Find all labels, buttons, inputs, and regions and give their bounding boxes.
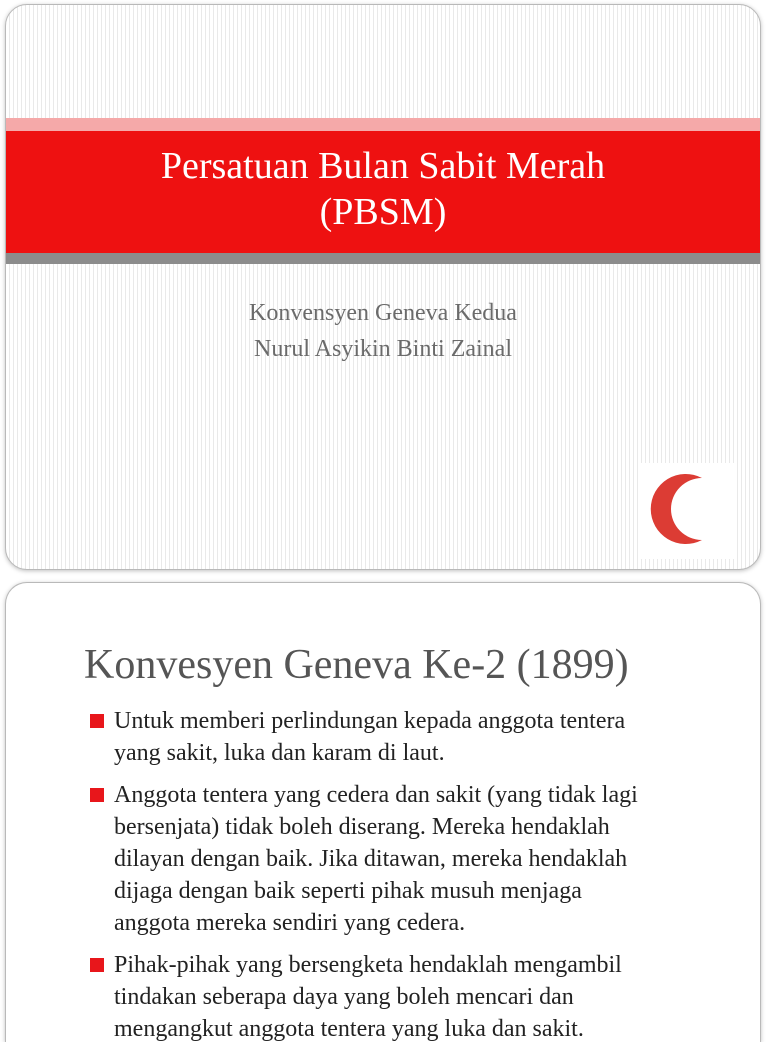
- bullet-line: mengangkut anggota tentera yang luka dan sakit.: [114, 1016, 584, 1042]
- bullet-line: tindakan seberapa daya yang boleh mencari dan: [114, 984, 574, 1010]
- content-slide: [5, 582, 761, 1042]
- bullet-line: bersenjata) tidak boleh diserang. Mereka hendaklah: [114, 814, 610, 840]
- bullet-line: dijaga dengan baik seperti pihak musuh menjaga: [114, 878, 582, 904]
- bullet-line: Anggota tentera yang cedera dan sakit (yang tidak lagi: [114, 782, 638, 808]
- slide-subtitle: [6, 295, 760, 367]
- square-bullet-icon: [90, 788, 104, 802]
- bullet-list: [86, 705, 736, 1042]
- slide-title: [6, 143, 760, 235]
- pink-accent-band: [6, 118, 760, 131]
- bullet-item: [86, 779, 736, 939]
- bullet-item: [86, 705, 736, 769]
- gray-accent-band: [6, 253, 760, 264]
- bullet-item: [86, 949, 736, 1042]
- bullet-line: anggota mereka sendiri yang cedera.: [114, 910, 466, 936]
- title-slide: [5, 4, 761, 570]
- red-crescent-logo: [638, 463, 734, 559]
- bullet-line: dilayan dengan baik. Jika ditawan, mereka hendaklah: [114, 846, 628, 872]
- red-crescent-icon: [638, 463, 734, 559]
- bullet-line: yang sakit, luka dan karam di laut.: [114, 740, 445, 766]
- square-bullet-icon: [90, 958, 104, 972]
- content-slide-title: Konvesyen Geneva Ke-2 (1899): [84, 642, 629, 688]
- bullet-line: Untuk memberi perlindungan kepada anggota tentera: [114, 708, 626, 734]
- author-line: Nurul Asyikin Binti Zainal: [254, 336, 512, 362]
- subtitle-line: Konvensyen Geneva Kedua: [249, 300, 517, 326]
- square-bullet-icon: [90, 714, 104, 728]
- slide-title-line: Persatuan Bulan Sabit Merah: [160, 145, 606, 187]
- bullet-line: Pihak-pihak yang bersengketa hendaklah mengambil: [114, 952, 622, 978]
- slide-title-line: (PBSM): [319, 191, 447, 233]
